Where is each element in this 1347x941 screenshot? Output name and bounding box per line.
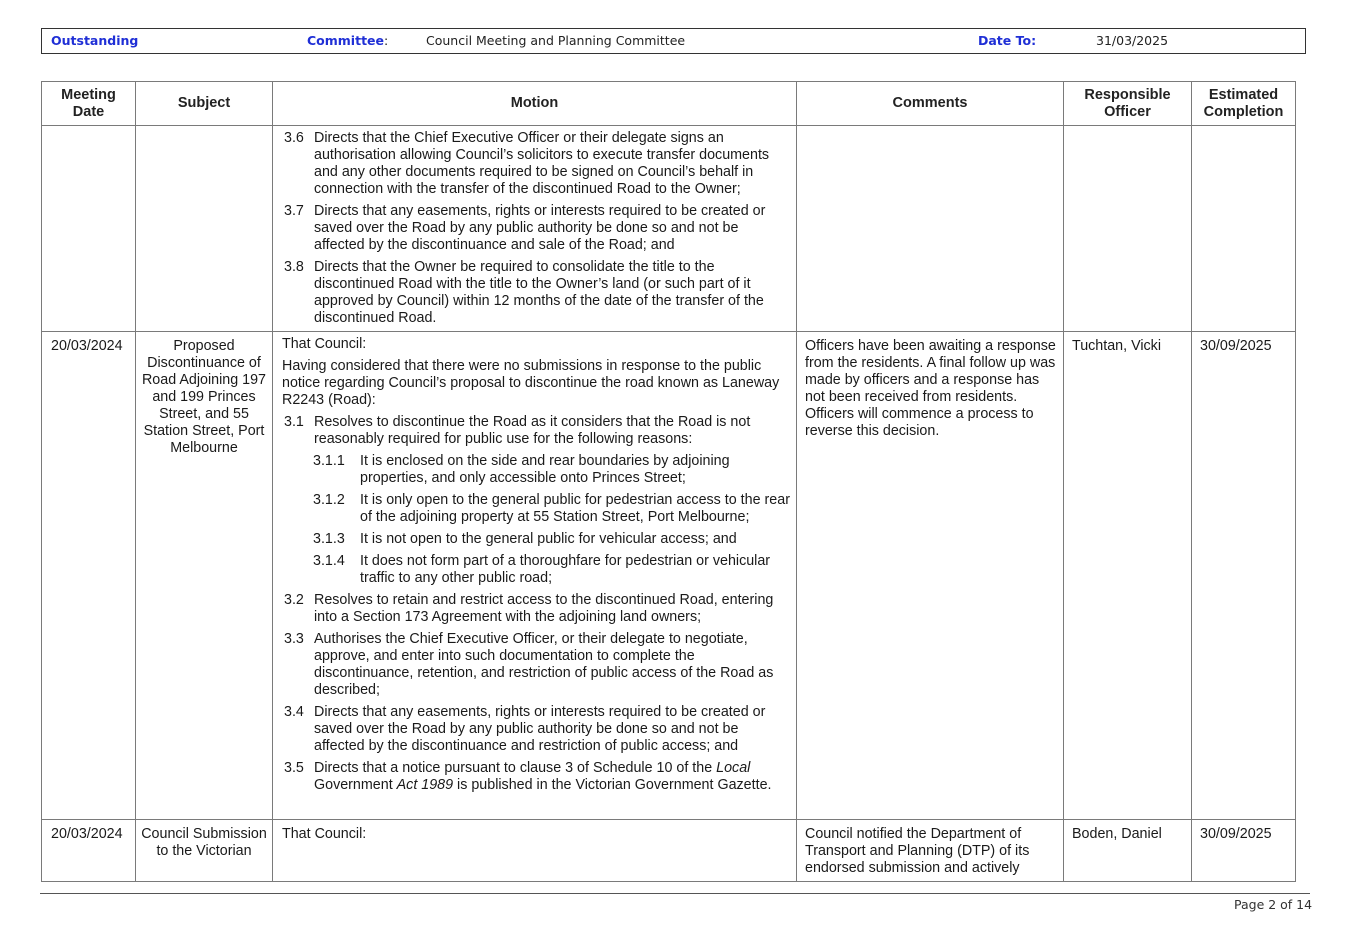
subject-cell: Proposed Discontinuance of Road Adjoining 197 and 199 Princes Street, and 55 Station Street, Port Melbourne (136, 332, 273, 820)
motion-item: 3.5 Directs that a notice pursuant to clause 3 of Schedule 10 of the Local Government Act 1989 is published in the Victorian Government Gazette. (284, 760, 772, 793)
comments-cell (797, 126, 1064, 332)
outstanding-actions-table (41, 81, 1296, 882)
motion-item: 3.1 Resolves to discontinue the Road as it considers that the Road is not reasonably required for public use for the following reasons: (284, 414, 751, 447)
motion-subitem: 3.1.1 It is enclosed on the side and rear boundaries by adjoining properties, and only accessible onto Princes Street; (313, 453, 730, 486)
responsible-officer-cell: Boden, Daniel (1064, 820, 1192, 882)
table-row (42, 126, 1296, 332)
table-row (42, 332, 1296, 820)
meeting-date-cell: 20/03/2024 (42, 820, 136, 882)
motion-item: 3.2 Resolves to retain and restrict access to the discontinued Road, entering into a Section 173 Agreement with the adjoining land owners; (284, 592, 774, 625)
date-to-value: 31/03/2025 (1096, 33, 1169, 48)
motion-item: 3.7 Directs that any easements, rights or interests required to be created or saved over the Road by any public authority be done so and not be affected by the discontinuance and sale of the Road; and (284, 203, 766, 253)
motion-item: 3.3 Authorises the Chief Executive Officer, or their delegate to negotiate, approve, and enter into such documentation to complete the discontinuance, retention, and restriction of public access of the Road as described; (284, 631, 774, 698)
motion-item: 3.6 Directs that the Chief Executive Officer or their delegate signs an authorisation allowing Council’s solicitors to execute transfer documents and any other documents required to be signed on Council’s behalf in connection with the transfer of the discontinued Road to the Owner; (284, 130, 770, 197)
report-header (41, 28, 1306, 54)
motion-intro: That Council: (282, 826, 367, 842)
status-label: Outstanding (51, 33, 139, 48)
motion-subitem: 3.1.2 It is only open to the general public for pedestrian access to the rear of the adjoining property at 55 Station Street, Port Melbourne; (313, 492, 790, 525)
table-row (42, 820, 1296, 882)
estimated-completion-cell (1192, 126, 1296, 332)
motion-cell (273, 332, 797, 820)
subject-cell (136, 126, 273, 332)
motion-subitem: 3.1.4 It does not form part of a thoroughfare for pedestrian or vehicular traffic to any other public road; (313, 553, 771, 586)
motion-preamble: Having considered that there were no submissions in response to the public notice regarding Council’s proposal to discontinue the road known as Laneway R2243 (Road): (282, 358, 780, 408)
comments-cell: Officers have been awaiting a response from the residents. A final follow up was made by officers and a response has not been received from residents. Officers will commence a process to reverse this decision. (797, 332, 1064, 820)
column-header-responsible-officer: Responsible Officer (1064, 82, 1192, 126)
page-number: Page 2 of 14 (1234, 897, 1313, 912)
estimated-completion-cell: 30/09/2025 (1192, 820, 1296, 882)
column-header-motion: Motion (273, 82, 797, 126)
motion-subitem: 3.1.3 It is not open to the general public for vehicular access; and (313, 531, 737, 547)
motion-item: 3.8 Directs that the Owner be required to consolidate the title to the discontinued Road with the title to the Owner’s land (or such part of it approved by Council) within 12 months of the date of the transfer of the discontinued Road. (284, 259, 764, 326)
committee-label-text: Committee (307, 33, 385, 48)
committee-value: Council Meeting and Planning Committee (426, 33, 686, 48)
subject-cell: Council Submission to the Victorian (136, 820, 273, 882)
motion-cell (273, 126, 797, 332)
column-header-comments: Comments (797, 82, 1064, 126)
motion-item: 3.4 Directs that any easements, rights or interests required to be created or saved over the Road by any public authority be done so and not be affected by the discontinuance and restriction of public access; and (284, 704, 766, 754)
meeting-date-cell (42, 126, 136, 332)
comments-cell: Council notified the Department of Transport and Planning (DTP) of its endorsed submission and actively (797, 820, 1064, 882)
committee-colon: : (384, 33, 389, 48)
meeting-date-cell: 20/03/2024 (42, 332, 136, 820)
column-header-estimated-completion: Estimated Completion (1192, 82, 1296, 126)
date-to-label: Date To: (978, 33, 1037, 48)
estimated-completion-cell: 30/09/2025 (1192, 332, 1296, 820)
table-header-row (42, 82, 1296, 126)
column-header-subject: Subject (136, 82, 273, 126)
responsible-officer-cell: Tuchtan, Vicki (1064, 332, 1192, 820)
column-header-meeting-date: Meeting Date (42, 82, 136, 126)
motion-cell (273, 820, 797, 882)
responsible-officer-cell (1064, 126, 1192, 332)
committee-label (307, 33, 388, 48)
footer-divider (40, 893, 1310, 894)
motion-intro: That Council: (282, 336, 367, 352)
